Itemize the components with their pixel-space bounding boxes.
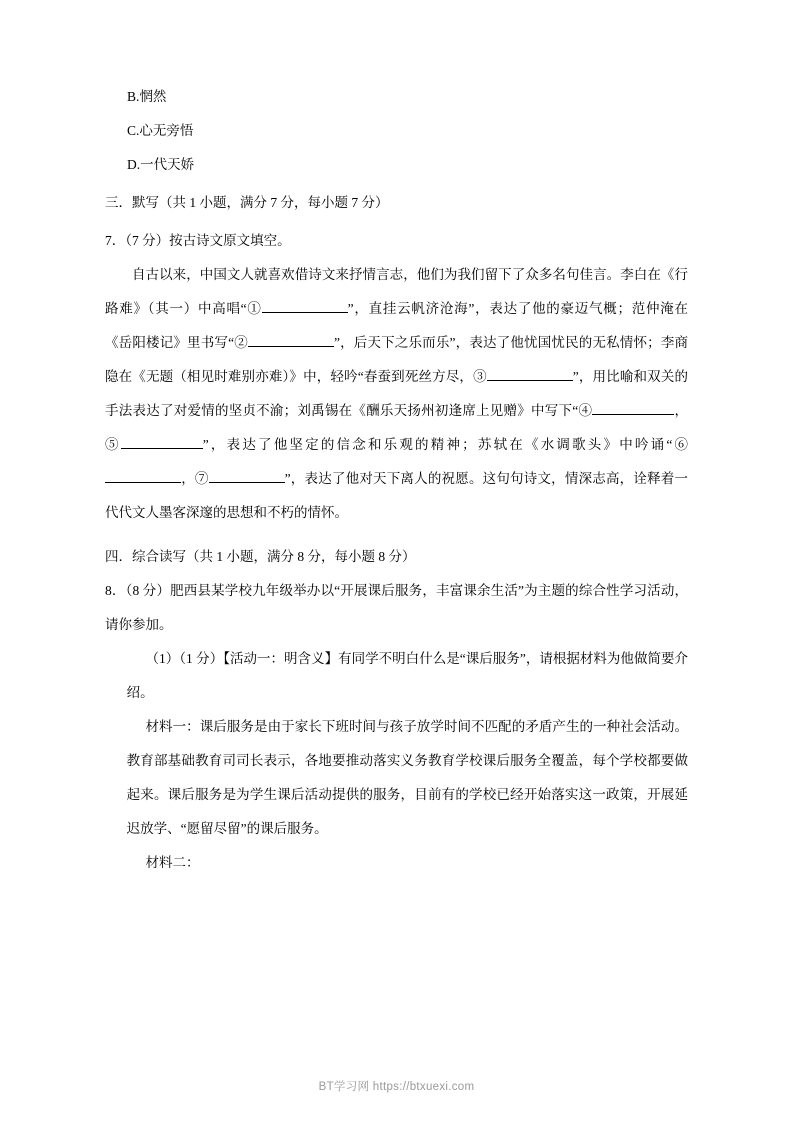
question-8-stem	[105, 574, 688, 642]
q8-sub1-text: （1）（1 分）【活动一：明含义】有同学不明白什么是“课后服务”，请根据材料为他做简要介绍。	[126, 651, 688, 700]
q7-part-4: ”，用比喻和双关的手法表达了对爱情的坚贞不渝；刘禹锡在《酬乐天扬州初逢席上见赠》中写下“④	[105, 369, 688, 418]
q7-part-2: ”，直挂云帆济沧海”，表达了他的豪迈气概；范仲淹在《岳阳楼记》里书写“②	[105, 301, 688, 350]
material-one	[105, 710, 688, 846]
answer-blank-3[interactable]	[487, 367, 573, 382]
q7-stem-label: 7．（7 分）按古诗文原文填空。	[105, 233, 291, 248]
material-two	[105, 846, 688, 880]
option-d: D.一代天娇	[127, 157, 195, 172]
option-b: B.惘然	[127, 89, 167, 104]
question-7-stem-text	[105, 224, 688, 258]
question-7-body	[105, 258, 688, 530]
q8-stem-text: 8．（8 分）肥西县某学校九年级举办以“开展课后服务，丰富课余生活”为主题的综合性学习活动，请你参加。	[105, 583, 688, 632]
answer-blank-2[interactable]	[248, 333, 334, 348]
q7-part-1: 自古以来，中国文人就喜欢借诗文来抒情言志，他们为我们留下了众多名句佳言。李白在《行路难》（其一）中高唱“①	[105, 267, 688, 316]
watermark: BT学习网 https://btxuexi.com	[318, 1081, 475, 1093]
answer-blank-6[interactable]	[105, 469, 181, 484]
material-two-text: 材料二：	[145, 855, 200, 870]
answer-blank-5[interactable]	[121, 435, 203, 450]
answer-blank-4[interactable]	[592, 401, 674, 416]
question-8-sub1	[105, 642, 688, 710]
q7-part-6: ”，表达了他坚定的信念和乐观的精神；苏轼在《水调歌头》中吟诵“⑥	[202, 437, 689, 452]
q7-part-7: ，⑦	[181, 471, 209, 486]
material-one-text: 材料一：课后服务是由于家长下班时间与孩子放学时间不匹配的矛盾产生的一种社会活动。教育部基础教育司司长表示，各地要推动落实义务教育学校课后服务全覆盖，每个学校都要做起来。课后服务是为学生课后活动提供的服务，目前有的学校已经开始落实这一政策，开展延迟放学、“愿留尽留”的课后服务。	[126, 719, 688, 836]
answer-blank-7[interactable]	[209, 469, 285, 484]
q7-part-8: ”，表达了他对天下离人的祝愿。这句句诗文，情深志高，诠释着一代代文人墨客深邃的思想和不朽的情怀。	[105, 471, 688, 520]
section-heading-3: 三．默写（共 1 小题，满分 7 分，每小题 7 分）	[105, 195, 389, 210]
option-c: C.心无旁悟	[127, 123, 194, 138]
section-heading-4: 四．综合读写（共 1 小题，满分 8 分，每小题 8 分）	[105, 549, 416, 564]
q7-part-5: ，⑤	[105, 403, 688, 452]
q7-part-3: ”，后天下之乐而乐”，表达了他忧国忧民的无私情怀；李商隐在《无题（相见时难别亦难）》中，轻吟“春蚕到死丝方尽，③	[105, 335, 688, 384]
answer-blank-1[interactable]	[262, 299, 348, 314]
